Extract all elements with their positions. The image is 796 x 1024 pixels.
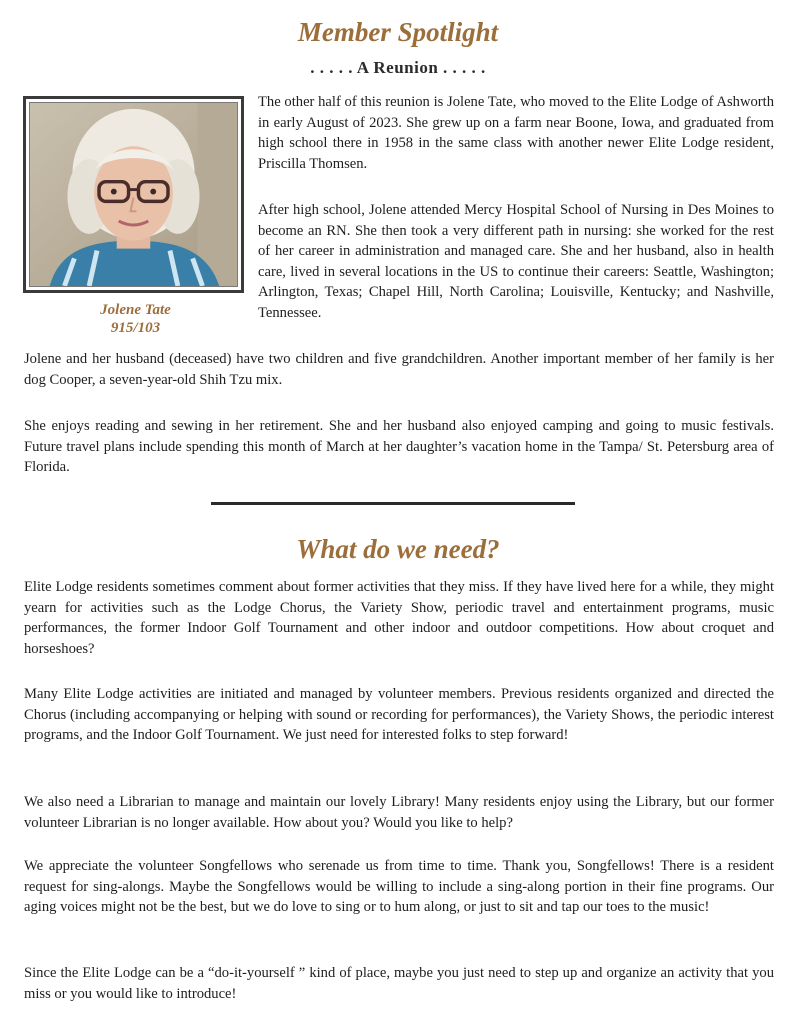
needs-paragraph: Since the Elite Lodge can be a “do-it-yourself ” kind of place, maybe you just need to step up and organize an activity that you miss or you would like to introduce! xyxy=(24,965,774,1002)
needs-paragraph: Many Elite Lodge activities are initiated and managed by volunteer members. Previous residents organized and directed the Chorus (including accompanying or helping with sound or recording for performances), the Variety Shows, the periodic interest programs, and the Indoor Golf Tournament. We just need for interested folks to step forward! xyxy=(24,686,774,744)
needs-paragraph: We appreciate the volunteer Songfellows who serenade us from time to time. Thank you, Songfellows! There is a resident request for sing-alongs. Maybe the Songfellows would be willing to include a sing-along portion in their fine programs. Our aging voices might not be the best, but we do love to sing or to hum along, or just to sit and tap our toes to the music! xyxy=(24,858,774,916)
spotlight-paragraph: Jolene and her husband (deceased) have two children and five grandchildren. Another important member of her family is her dog Cooper, a seven-year-old Shih Tzu mix. xyxy=(24,351,774,388)
needs-paragraph: Elite Lodge residents sometimes comment about former activities that they miss. If they have lived here for a while, they might yearn for activities such as the Lodge Chorus, the Variety Show, periodic travel and entertainment programs, music performances, the former Indoor Golf Tournament and other indoor and outdoor competitions. How about croquet and horseshoes? xyxy=(24,579,774,657)
spotlight-paragraph: After high school, Jolene attended Mercy Hospital School of Nursing in Des Moines to become an RN. She then took a very different path in nursing: she worked for the rest of her career in administration and managed care. She and her husband, also in health care, lived in several locations in the US to continue their careers: Seattle, Washington; Arlington, Texas; Chapel Hill, North Carolina; Louisville, Kentucky; and Nashville, Tennessee. xyxy=(258,202,774,321)
needs-paragraph: We also need a Librarian to manage and maintain our lovely Library! Many residents enjoy using the Library, but our former volunteer Librarian is no longer available. How about you? Would you like to help? xyxy=(24,794,774,831)
spotlight-title: Member Spotlight xyxy=(297,17,499,47)
needs-title: What do we need? xyxy=(296,534,500,564)
caption-unit: 915/103 xyxy=(110,320,161,336)
spotlight-paragraph: She enjoys reading and sewing in her retirement. She and her husband also enjoyed camping and going to music festivals. Future travel plans include spending this month of March at her daughter’s vacation home in the Tampa/ St. Petersburg area of Florida. xyxy=(24,418,774,476)
section-divider xyxy=(211,502,575,505)
portrait-illustration xyxy=(30,103,237,286)
spotlight-subtitle: . . . . . A Reunion . . . . . xyxy=(310,58,486,77)
member-photo xyxy=(29,102,238,287)
photo-caption xyxy=(23,301,248,337)
member-photo-frame xyxy=(23,96,244,293)
spotlight-paragraph: The other half of this reunion is Jolene Tate, who moved to the Elite Lodge of Ashworth in early August of 2023. She grew up on a farm near Boone, Iowa, and graduated from high school there in 1958 in the same class with another newer Elite Lodge resident, Priscilla Thomsen. xyxy=(258,94,774,172)
caption-name: Jolene Tate xyxy=(100,302,171,318)
